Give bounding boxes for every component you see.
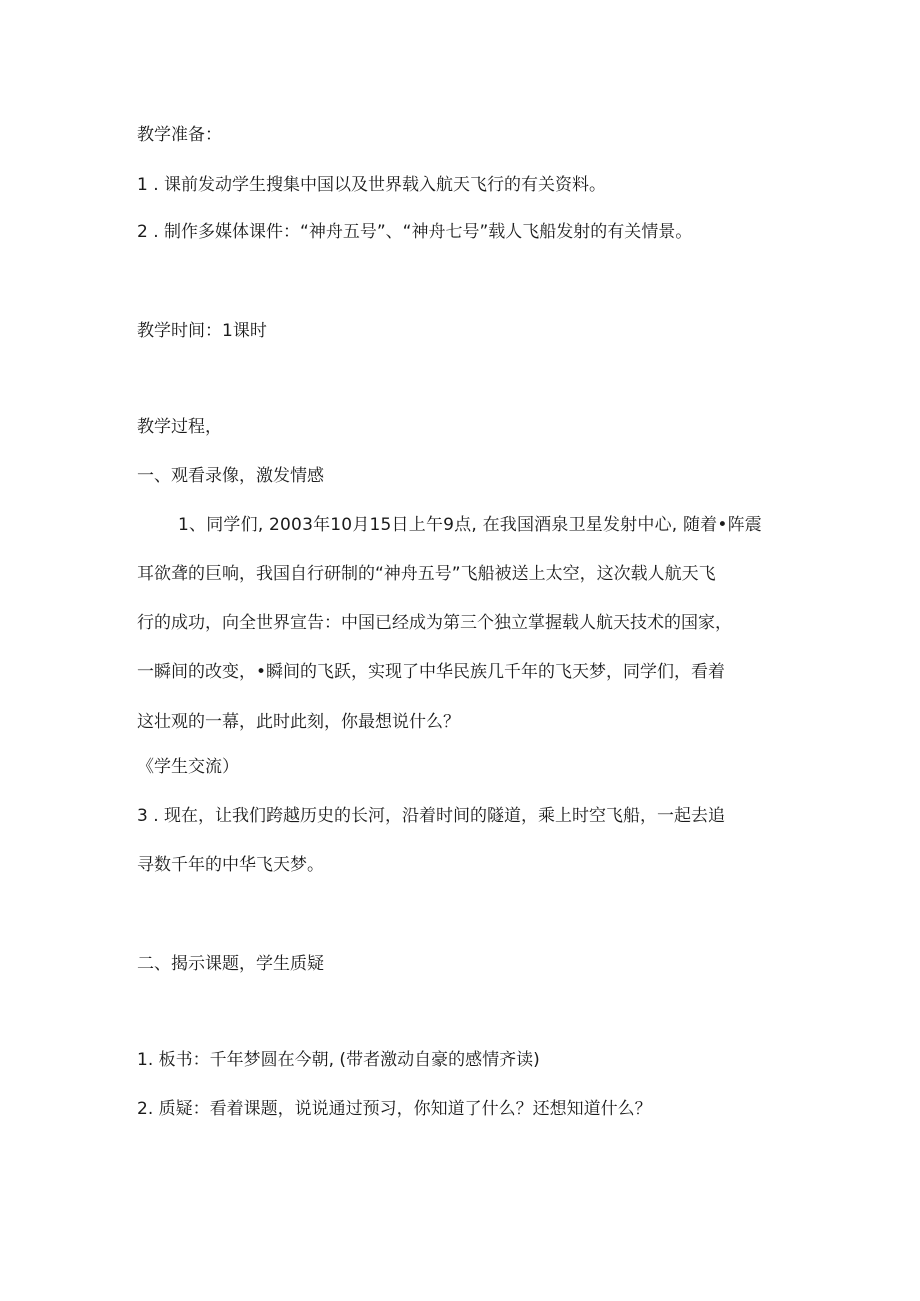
section-2-title: 二、揭示课题，学生质疑 xyxy=(137,954,324,974)
prep-heading: 教学准备： xyxy=(137,125,222,145)
section-1-para-line: 行的成功，向全世界宣告：中国已经成为第三个独立掌握载人航天技术的国家， xyxy=(137,613,732,633)
section-2-item-1: 1. 板书：千年梦圆在今朝, (带者激动自豪的感情齐读) xyxy=(137,1050,540,1070)
section-1-title: 一、观看录像，激发情感 xyxy=(137,466,324,486)
teaching-time: 教学时间：1课时 xyxy=(137,321,267,341)
section-1-item-3-line: 3 . 现在，让我们跨越历史的长河，沿着时间的隧道，乘上时空飞船，一起去追 xyxy=(137,806,726,826)
section-1-para-line: 耳欲聋的巨响，我国自行研制的“神舟五号”飞船被送上太空，这次载人航天飞 xyxy=(137,564,716,584)
prep-item-1: 1 . 课前发动学生搜集中国以及世界载入航天飞行的有关资料。 xyxy=(137,175,607,195)
section-2-item-2: 2. 质疑：看着课题，说说通过预习，你知道了什么？还想知道什么？ xyxy=(137,1099,652,1119)
prep-item-2: 2 . 制作多媒体课件：“神舟五号”、“神舟七号”载人飞船发射的有关情景。 xyxy=(137,222,693,242)
process-heading: 教学过程， xyxy=(137,417,222,437)
section-1-item-3-line: 寻数千年的中华飞天梦。 xyxy=(137,855,324,875)
section-1-para-line: 1、同学们, 2003年10月15日上午9点, 在我国酒泉卫星发射中心, 随着•阵震 xyxy=(178,515,763,535)
section-1-para-line: 这壮观的一幕，此时此刻，你最想说什么？ xyxy=(137,712,460,732)
student-exchange: 《学生交流） xyxy=(137,757,239,777)
section-1-para-line: 一瞬间的改变，•瞬间的飞跃，实现了中华民族几千年的飞天梦，同学们，看着 xyxy=(137,662,726,682)
